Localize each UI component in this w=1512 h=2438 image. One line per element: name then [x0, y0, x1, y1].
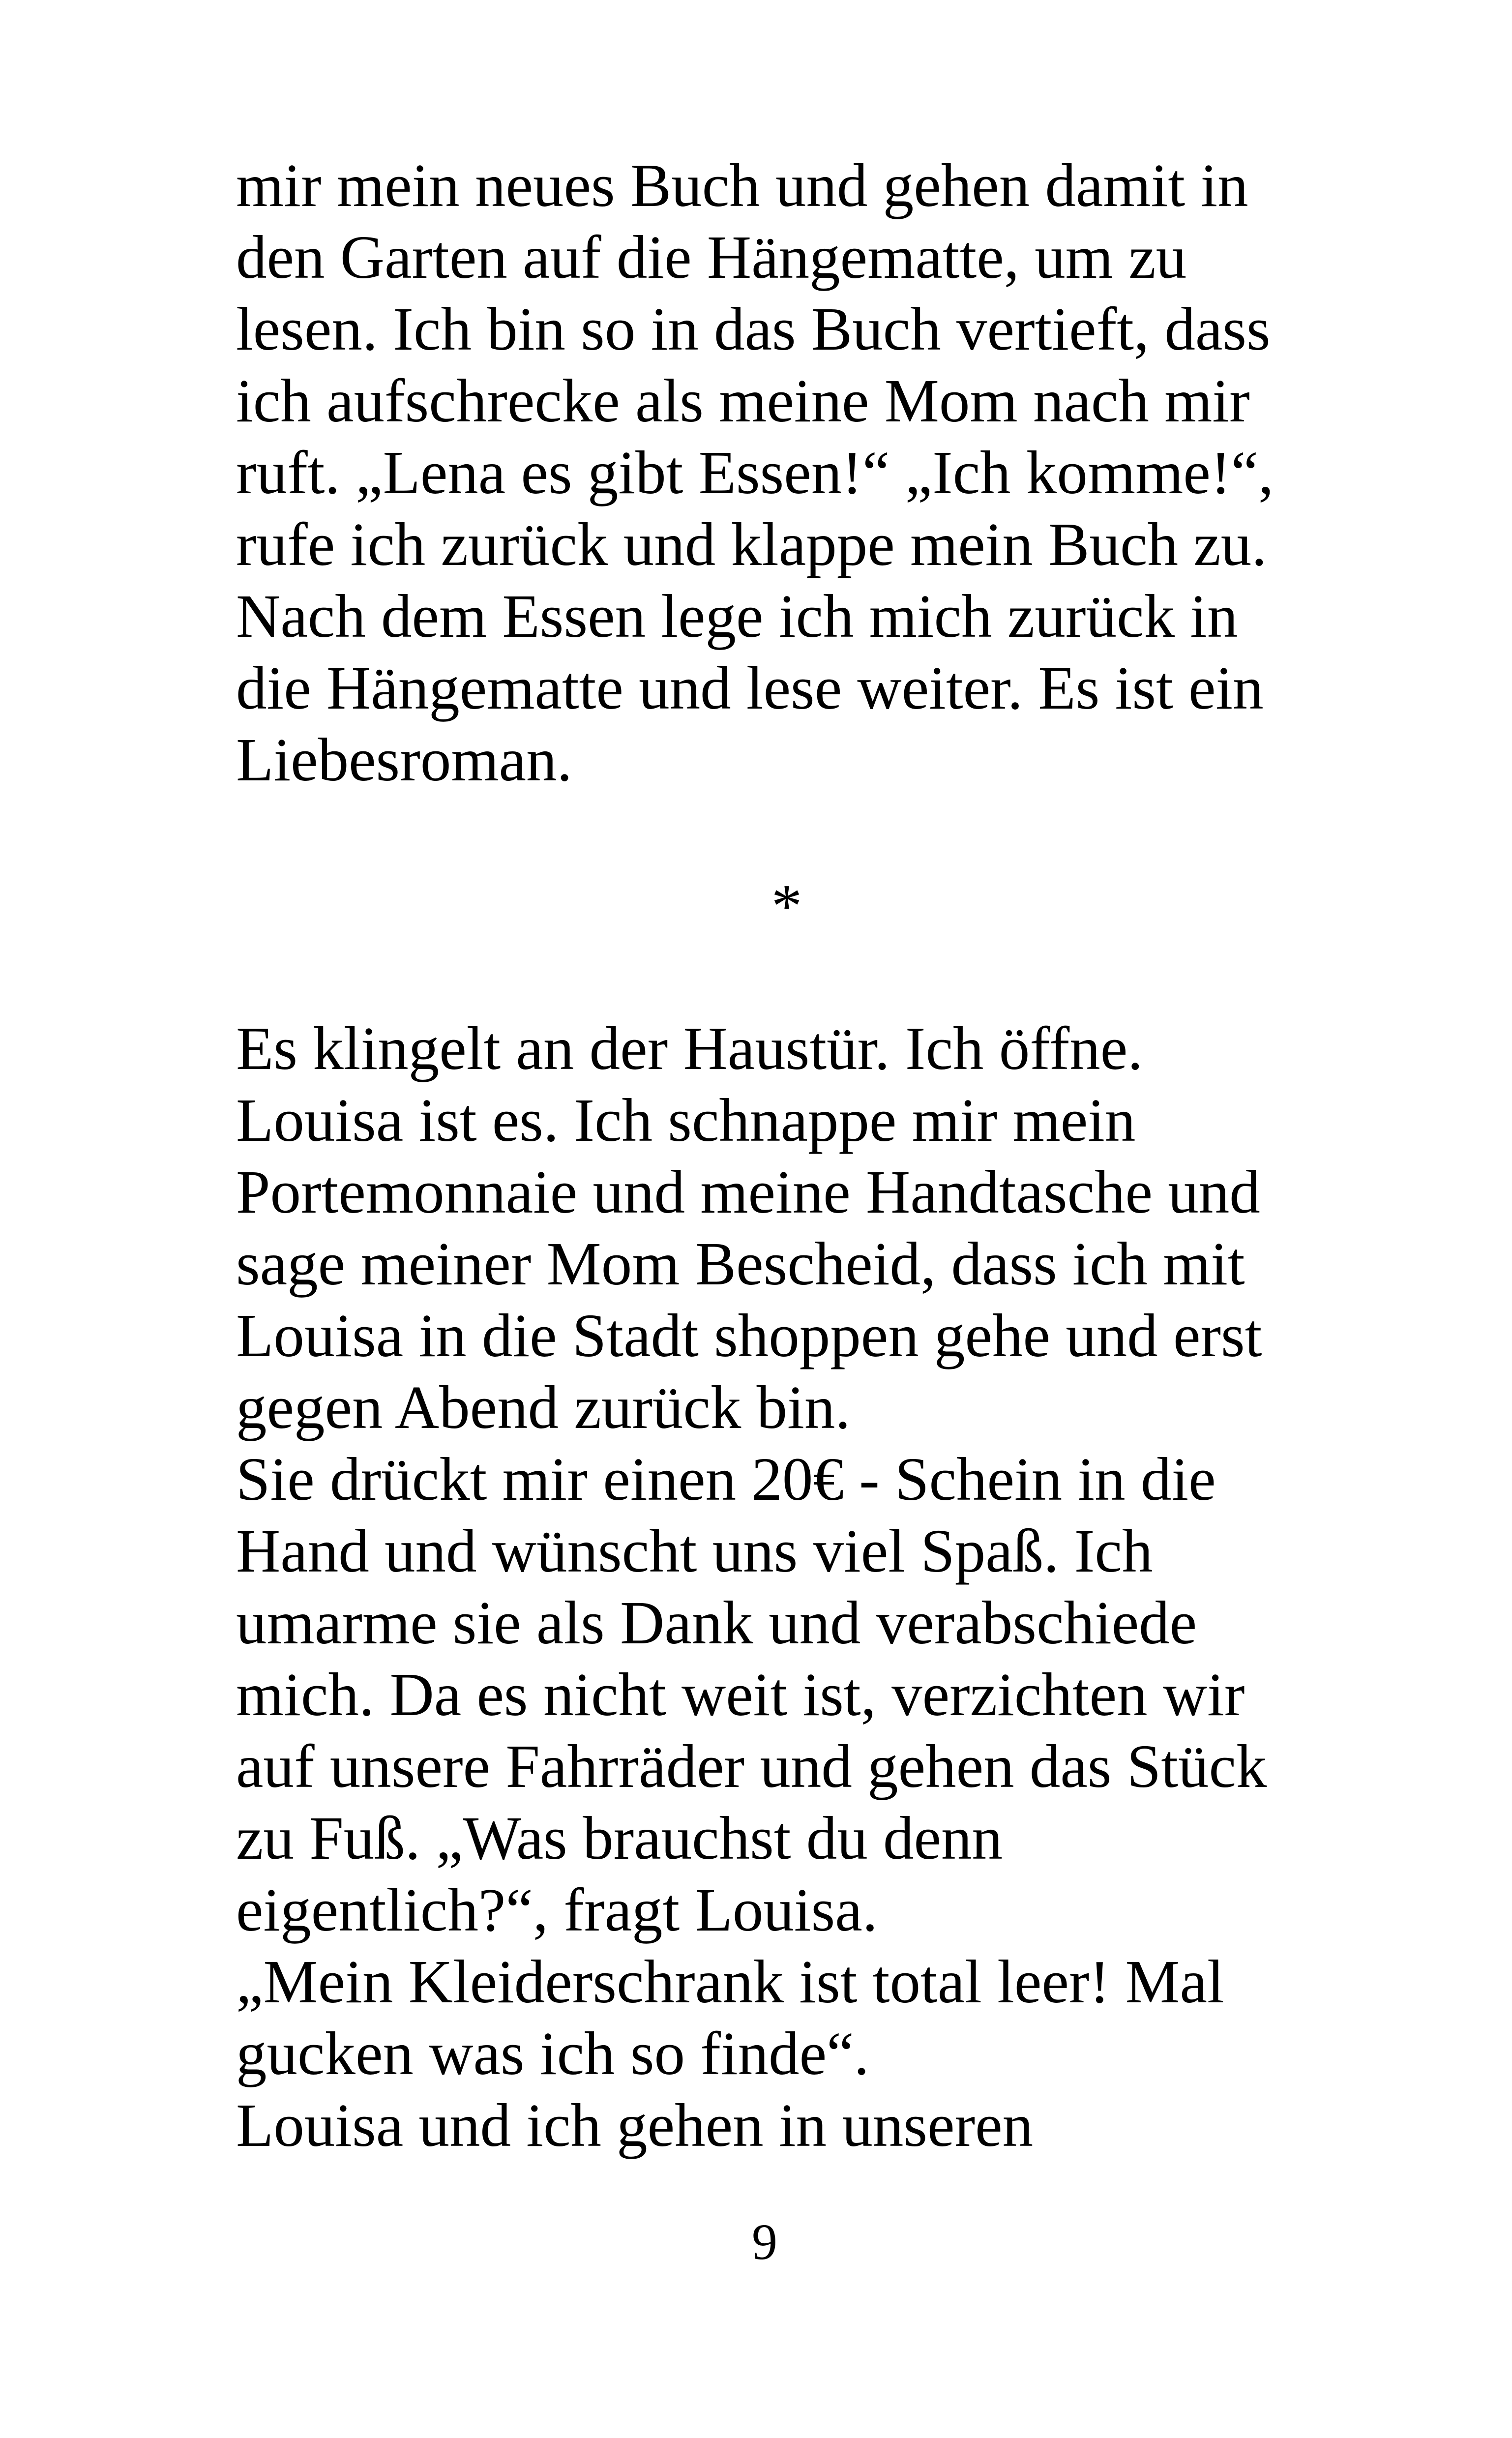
text-line: gucken was ich so finde“.: [236, 2020, 869, 2088]
text-line: auf unsere Fahrräder und gehen das Stück: [236, 1733, 1267, 1801]
text-line: eigentlich?“, fragt Louisa.: [236, 1876, 878, 1944]
text-line: Es klingelt an der Haustür. Ich öffne.: [236, 1015, 1143, 1083]
text-line: den Garten auf die Hängematte, um zu: [236, 224, 1187, 292]
text-line: Liebesroman.: [236, 726, 572, 794]
text-line: „Mein Kleiderschrank ist total leer! Mal: [236, 1948, 1224, 2016]
text-line: mir mein neues Buch und gehen damit in: [236, 152, 1248, 220]
text-line: Portemonnaie und meine Handtasche und: [236, 1159, 1260, 1226]
paragraph-reading-in-garden: [236, 150, 1318, 796]
scene-separator: *: [771, 872, 802, 940]
text-line: gegen Abend zurück bin.: [236, 1374, 851, 1442]
text-line: rufe ich zurück und klappe mein Buch zu.: [236, 511, 1267, 579]
paragraph-shopping-trip: [236, 1013, 1318, 2162]
text-line: Hand und wünscht uns viel Spaß. Ich: [236, 1517, 1153, 1585]
text-line: lesen. Ich bin so in das Buch vertieft, dass: [236, 296, 1271, 363]
text-line: die Hängematte und lese weiter. Es ist ein: [236, 654, 1264, 722]
text-line: Louisa ist es. Ich schnappe mir mein: [236, 1087, 1136, 1155]
text-line: zu Fuß. „Was brauchst du denn: [236, 1805, 1003, 1873]
text-line: sage meiner Mom Bescheid, dass ich mit: [236, 1230, 1245, 1298]
text-line: umarme sie als Dank und verabschiede: [236, 1589, 1197, 1657]
text-line: Louisa und ich gehen in unseren: [236, 2092, 1034, 2160]
text-line: mich. Da es nicht weit ist, verzichten wir: [236, 1661, 1245, 1729]
text-line: Louisa in die Stadt shoppen gehe und erst: [236, 1302, 1262, 1370]
text-line: ich aufschrecke als meine Mom nach mir: [236, 367, 1250, 435]
text-line: ruft. „Lena es gibt Essen!“ „Ich komme!“,: [236, 439, 1274, 507]
page-number: 9: [752, 2214, 777, 2270]
text-line: Nach dem Essen lege ich mich zurück in: [236, 583, 1238, 651]
text-line: Sie drückt mir einen 20€ - Schein in die: [236, 1446, 1216, 1514]
